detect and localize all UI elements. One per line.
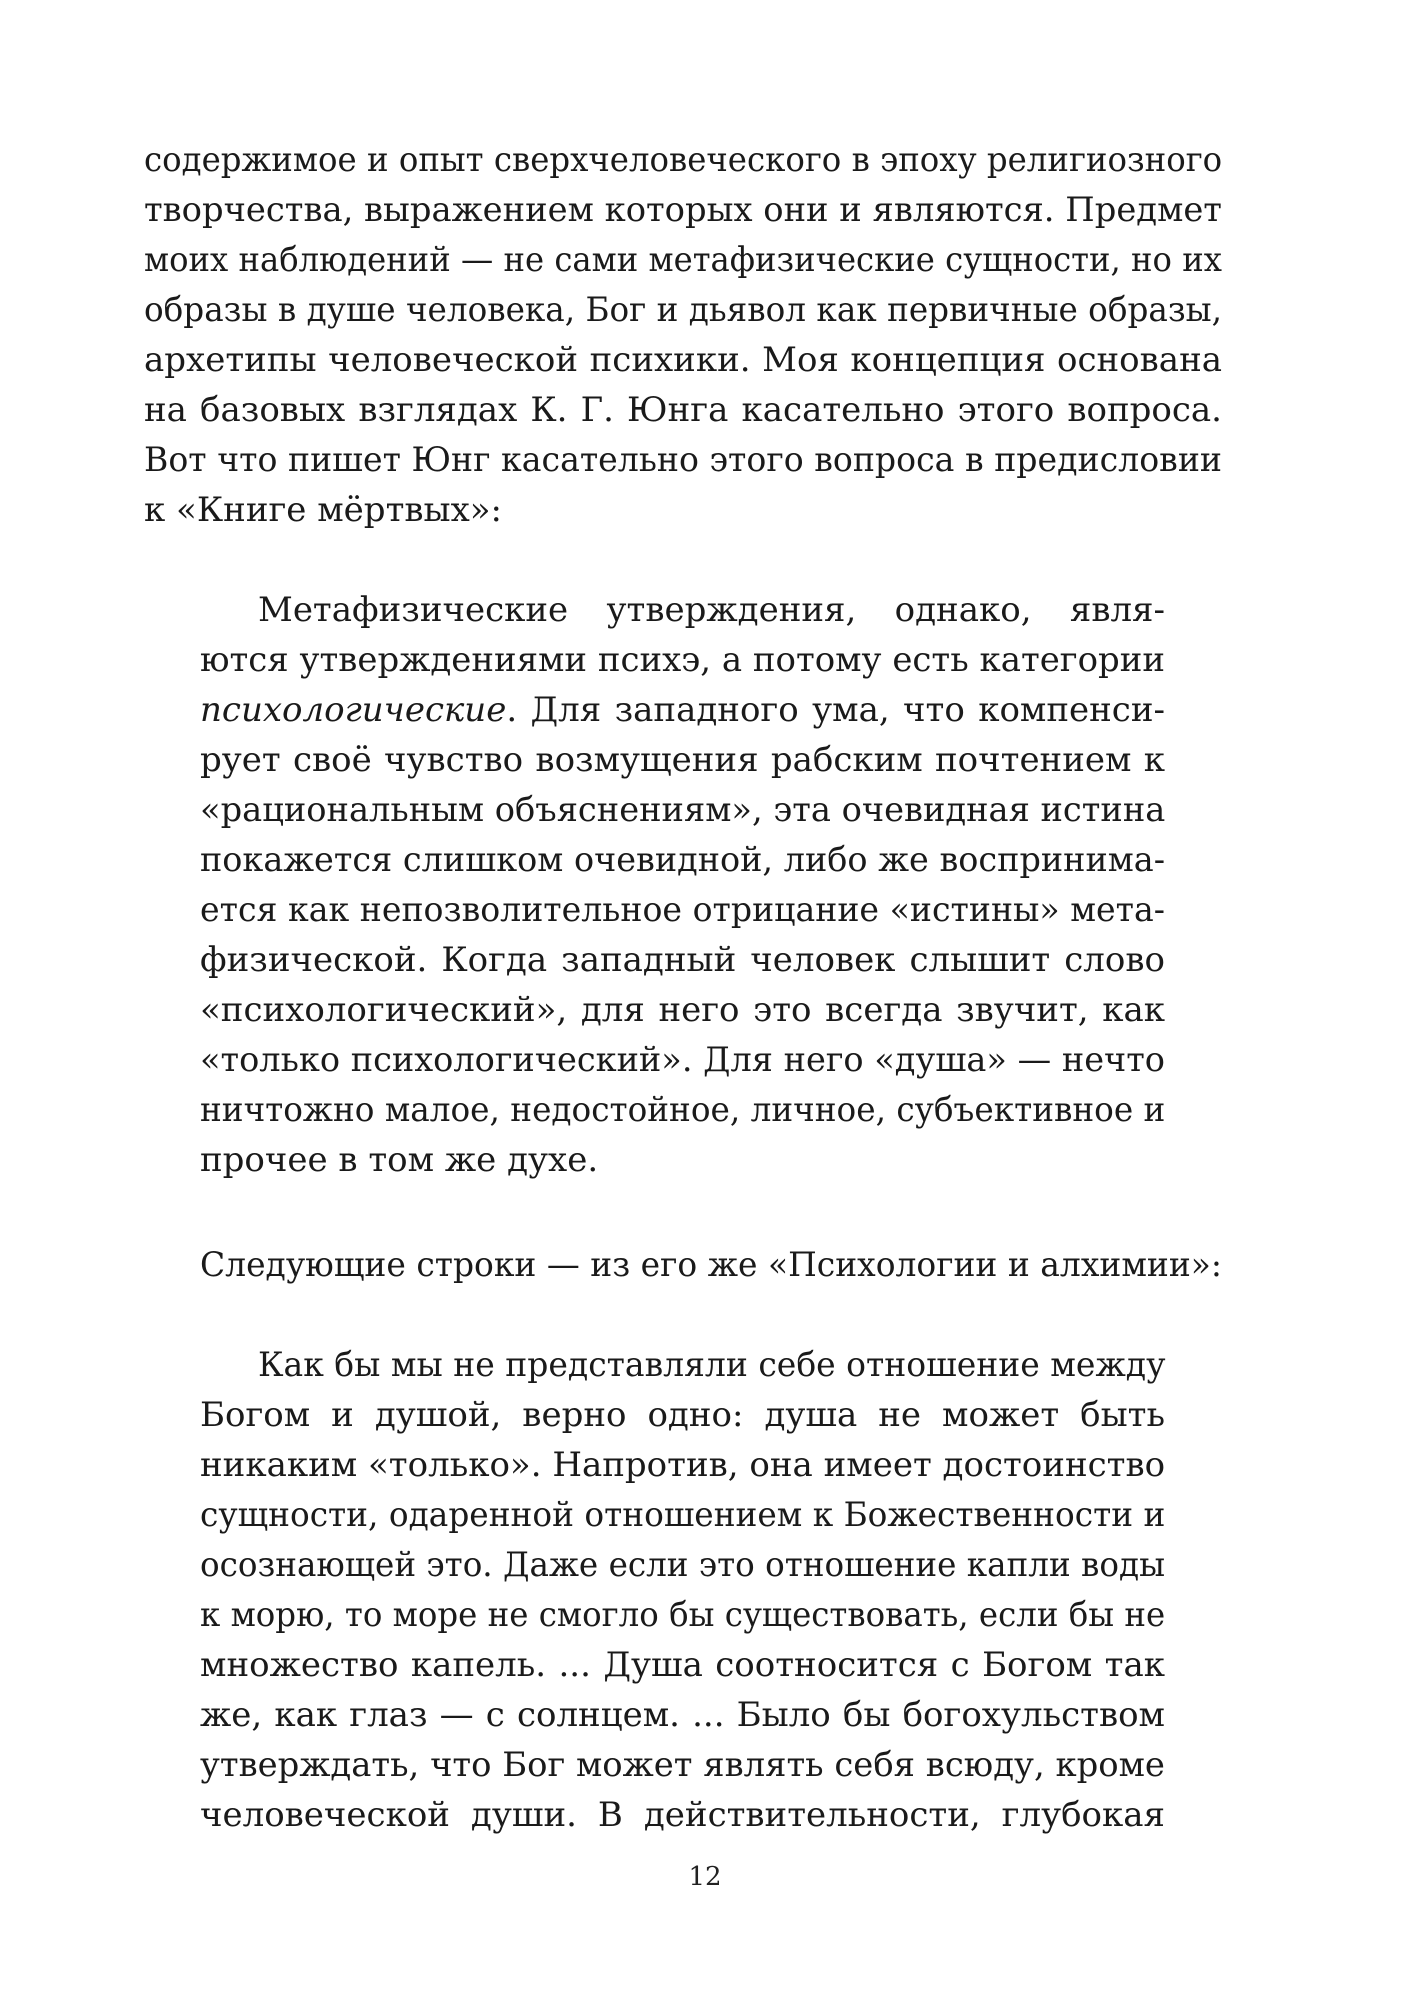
quote-1-line: «психологический», для него это всегда звучит, как <box>200 990 1165 1030</box>
quote-2-line: же, как глаз — с солнцем. ... Было бы богохульством <box>200 1695 1165 1735</box>
page-number: 12 <box>688 1862 722 1892</box>
quote-2-line: Как бы мы не представляли себе отношение между <box>258 1345 1166 1385</box>
quote-1-line: «только психологический». Для него «душа» — нечто <box>200 1040 1165 1080</box>
quote-2-line: никаким «только». Напротив, она имеет достоинство <box>200 1445 1166 1485</box>
quote-1-line: ничтожно малое, недостойное, личное, субъективное и <box>200 1090 1166 1130</box>
quote-1-line: «рациональным объяснениям», эта очевидная истина <box>200 790 1166 830</box>
quote-1-line-rest: . Для западного ума, что компенси- <box>506 690 1165 730</box>
quote-2-line: утверждать, что Бог может являть себя всюду, кроме <box>200 1745 1165 1785</box>
quote-2-line: множество капель. ... Душа соотносится с Богом так <box>200 1645 1165 1685</box>
quote-1-line: ется как непозволительное отрицание «истины» мета- <box>200 890 1165 930</box>
quote-2-line: осознающей это. Даже если это отношение капли воды <box>200 1545 1166 1585</box>
paragraph-1-line: к «Книге мёртвых»: <box>144 490 503 530</box>
quote-1-line: физической. Когда западный человек слышит слово <box>200 940 1165 980</box>
quote-1-line: Метафизические утверждения, однако, явля- <box>258 590 1165 630</box>
quote-2-line: Богом и душой, верно одно: душа не может быть <box>200 1395 1165 1435</box>
paragraph-1-line: содержимое и опыт сверхчеловеческого в эпоху религиозного <box>144 140 1223 180</box>
quote-2-line: человеческой души. В действительности, глубокая <box>200 1795 1165 1835</box>
quote-1-line: рует своё чувство возмущения рабским почтением к <box>200 740 1165 780</box>
paragraph-1-line: архетипы человеческой психики. Моя концепция основана <box>144 340 1222 380</box>
quote-2-line: сущности, одаренной отношением к Божественности и <box>200 1495 1166 1535</box>
quote-2-intro: Следующие строки — из его же «Психологии и алхимии»: <box>200 1245 1222 1285</box>
paragraph-1-line: моих наблюдений — не сами метафизические сущности, но их <box>144 240 1222 280</box>
quote-1-emphasis: психологические <box>200 690 507 730</box>
paragraph-1-line: образы в душе человека, Бог и дьявол как первичные образы, <box>144 290 1222 330</box>
quote-1-line: ются утверждениями психэ, а потому есть категории <box>200 640 1165 680</box>
quote-2-line: к морю, то море не смогло бы существовать, если бы не <box>200 1595 1166 1635</box>
quote-1-line: прочее в том же духе. <box>200 1140 599 1180</box>
paragraph-1-line: на базовых взглядах К. Г. Юнга касательно этого вопроса. <box>144 390 1222 430</box>
paragraph-1-line: творчества, выражением которых они и являются. Предмет <box>144 190 1222 230</box>
quote-1-line <box>200 690 1165 730</box>
quote-1-line: покажется слишком очевидной, либо же воспринима- <box>200 840 1166 880</box>
paragraph-1-line: Вот что пишет Юнг касательно этого вопроса в предисловии <box>144 440 1223 480</box>
